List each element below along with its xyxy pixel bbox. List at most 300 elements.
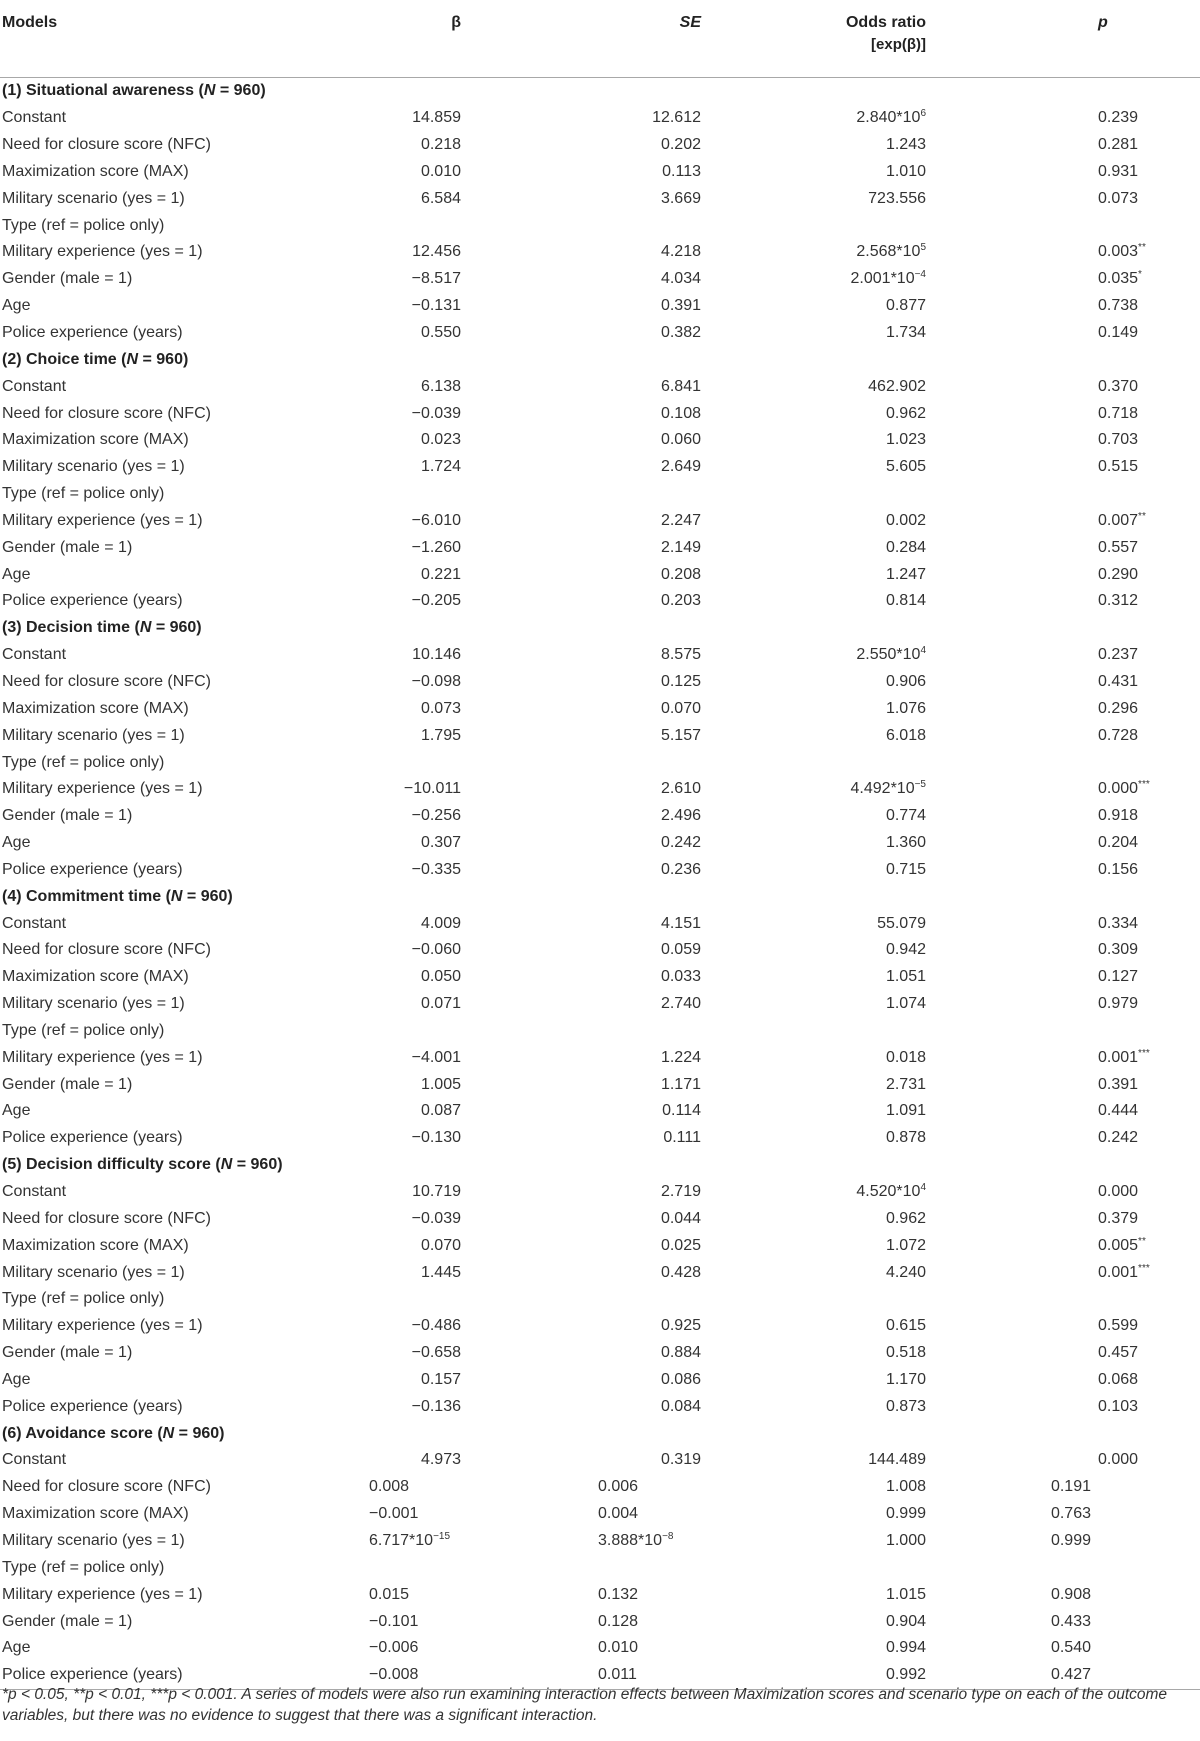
section-n-value: = 960) [232,1156,283,1174]
p-value-wrap [1098,190,1138,207]
row-label: Maximization score (MAX) [2,968,189,986]
se-cell [461,1286,701,1313]
row-label: Need for closure score (NFC) [2,941,211,959]
odds-ratio-cell [701,1393,926,1420]
beta-cell [324,991,461,1018]
odds-ratio-cell [701,508,926,535]
p-value-cell [926,991,1200,1018]
se-cell [461,1313,701,1340]
se-value: 12.612 [652,109,701,127]
odds-ratio-value: 1.023 [885,431,926,449]
beta-value: −0.486 [411,1317,461,1335]
beta-cell [324,642,461,669]
p-value-wrap [1098,1183,1138,1200]
odds-ratio-cell [701,400,926,427]
p-value-cell [926,1608,1200,1635]
se-cell [461,212,701,239]
p-value-wrap [1098,458,1138,475]
section-title-text: (6) Avoidance score ( [2,1424,163,1442]
p-value: 0.444 [1098,1102,1139,1120]
se-value: 0.084 [660,1397,701,1415]
row-label: Age [2,297,31,315]
odds-ratio-value: 0.994 [885,1639,926,1657]
beta-cell [324,1232,461,1259]
odds-ratio-value: 1.247 [885,565,926,583]
odds-ratio-cell [701,722,926,749]
p-value: 0.191 [1050,1478,1091,1496]
p-value-wrap [1098,834,1138,851]
se-value: 0.132 [598,1585,639,1603]
odds-ratio-value: 4.240 [885,1263,926,1281]
table-row [0,481,1200,508]
se-cell [461,534,701,561]
p-value-wrap [1098,1371,1138,1388]
se-cell [461,1340,701,1367]
odds-ratio-cell [701,1581,926,1608]
beta-value: 4.973 [420,1451,461,1469]
row-label: Gender (male = 1) [2,1612,133,1630]
section-n-label: N [170,887,183,905]
table-row [0,320,1200,347]
odds-ratio-value: 0.518 [885,1344,926,1362]
se-cell [461,1393,701,1420]
row-label: Maximization score (MAX) [2,162,189,180]
p-value-wrap [1098,431,1138,448]
odds-ratio-cell [701,1635,926,1662]
row-label: Gender (male = 1) [2,270,133,288]
odds-ratio-cell [701,669,926,696]
table-row [0,1367,1200,1394]
p-value-wrap [926,1638,1091,1658]
beta-value: 0.015 [369,1585,410,1603]
odds-ratio-cell [701,481,926,508]
odds-ratio-value: 1.010 [885,162,926,180]
p-value-cell [926,400,1200,427]
odds-ratio-value: 6.018 [885,726,926,744]
p-value: 0.156 [1098,860,1139,878]
p-value-wrap [1098,1049,1150,1066]
row-label: Maximization score (MAX) [2,431,189,449]
odds-ratio-cell [701,776,926,803]
p-value-cell [926,1581,1200,1608]
odds-ratio-cell [701,991,926,1018]
beta-cell [324,910,461,937]
se-cell [461,266,701,293]
se-value: 0.070 [660,699,701,717]
odds-ratio-value: 1.051 [885,968,926,986]
p-value: 0.763 [1050,1505,1091,1523]
odds-ratio-value: 0.962 [885,404,926,422]
se-cell [461,293,701,320]
se-value: 4.218 [660,243,701,261]
se-cell [461,1018,701,1045]
beta-cell [324,1098,461,1125]
odds-ratio-value: 0.002 [885,511,926,529]
se-cell [461,159,701,186]
odds-ratio-value: 4.492*10 [850,780,915,798]
odds-ratio-value: 0.018 [885,1048,926,1066]
odds-ratio-cell [701,132,926,159]
beta-value: 0.157 [420,1370,461,1388]
se-cell [461,1367,701,1394]
odds-ratio-cell [701,910,926,937]
beta-cell [324,1340,461,1367]
p-value: 0.557 [1098,538,1139,556]
row-label: Type (ref = police only) [2,1021,165,1039]
se-cell [461,185,701,212]
p-value-cell [926,1367,1200,1394]
odds-ratio-value: 0.904 [885,1612,926,1630]
odds-ratio-cell [701,1205,926,1232]
beta-value: −0.131 [411,297,461,315]
se-value: 4.034 [660,270,701,288]
p-value-wrap [1098,995,1138,1012]
beta-cell [324,1205,461,1232]
p-value-cell [926,320,1200,347]
odds-ratio-cell [701,534,926,561]
odds-ratio-value: 2.550*10 [856,646,921,664]
section-title-text: (3) Decision time ( [2,619,140,637]
beta-value: 6.717*10 [369,1531,434,1549]
row-label: Police experience (years) [2,860,183,878]
se-value: 2.149 [660,538,701,556]
p-value: 0.290 [1098,565,1139,583]
significance-stars: *** [1138,1262,1150,1274]
beta-cell [324,1313,461,1340]
row-label: Need for closure score (NFC) [2,404,211,422]
p-value-cell [926,373,1200,400]
table-row [0,293,1200,320]
p-value: 0.457 [1098,1344,1139,1362]
p-value-wrap [1098,512,1146,529]
header-odds-ratio-label: Odds ratio [845,14,926,31]
p-value: 0.379 [1098,1209,1139,1227]
p-value-wrap [1098,109,1138,126]
odds-ratio-cell [701,373,926,400]
odds-ratio-cell [701,185,926,212]
table-row [0,1125,1200,1152]
se-value: 0.925 [660,1317,701,1335]
row-label: Gender (male = 1) [2,807,133,825]
table-row [0,1098,1200,1125]
p-value-wrap [1098,968,1138,985]
row-label: Police experience (years) [2,592,183,610]
row-label: Constant [2,109,67,127]
row-label: Type (ref = police only) [2,1290,165,1308]
beta-cell [324,695,461,722]
beta-cell [324,400,461,427]
se-value: 2.610 [660,780,701,798]
row-label: Age [2,834,31,852]
beta-value: 0.221 [420,565,461,583]
beta-value: 6.584 [420,189,461,207]
p-value-cell [926,427,1200,454]
beta-value: −0.130 [411,1129,461,1147]
p-value: 0.334 [1098,914,1139,932]
odds-ratio-cell [701,1232,926,1259]
p-value: 0.391 [1098,1075,1139,1093]
row-label: Maximization score (MAX) [2,699,189,717]
odds-ratio-value: 462.902 [868,377,926,395]
odds-ratio-value: 0.942 [885,941,926,959]
se-value: 4.151 [660,914,701,932]
header-p: p [926,0,1200,78]
odds-ratio-cell [701,1125,926,1152]
se-cell [461,1071,701,1098]
se-value: 0.428 [660,1263,701,1281]
beta-cell [324,964,461,991]
se-value: 0.128 [598,1612,639,1630]
se-cell [461,776,701,803]
p-value-wrap [1098,270,1142,287]
table-row [0,910,1200,937]
odds-ratio-value: 1.000 [885,1531,926,1549]
p-value-wrap [1098,1344,1138,1361]
p-value-cell [926,964,1200,991]
beta-value: −0.001 [369,1505,419,1523]
se-cell [461,669,701,696]
se-cell [461,239,701,266]
row-label: Gender (male = 1) [2,1075,133,1093]
significance-stars: *** [1138,1047,1150,1059]
p-value-cell [926,1071,1200,1098]
table-row [0,1528,1200,1555]
p-value: 0.068 [1098,1370,1139,1388]
odds-ratio-cell [701,1286,926,1313]
section-title-text: (4) Commitment time ( [2,887,171,905]
se-value: 2.247 [660,511,701,529]
p-value-wrap [1098,807,1138,824]
odds-ratio-value: 0.715 [885,860,926,878]
table-row [0,132,1200,159]
p-value-cell [926,212,1200,239]
p-value-cell [926,1018,1200,1045]
p-value-wrap [1098,1237,1146,1254]
se-value: 0.391 [660,297,701,315]
table-row [0,1179,1200,1206]
p-value-cell [926,1205,1200,1232]
p-value-wrap [1098,1210,1138,1227]
p-value-cell [926,1393,1200,1420]
se-cell [461,105,701,132]
se-cell [461,1125,701,1152]
row-label: Military experience (yes = 1) [2,1317,203,1335]
odds-ratio-cell [701,105,926,132]
row-label: Military scenario (yes = 1) [2,1531,185,1549]
p-value-wrap [1098,1129,1138,1146]
p-value-cell [926,239,1200,266]
header-beta: β [324,0,461,78]
beta-value: 12.456 [412,243,461,261]
section-header-row [0,615,1200,642]
p-value: 0.073 [1098,189,1139,207]
odds-ratio-value: 1.074 [885,995,926,1013]
table-row [0,1581,1200,1608]
beta-value: −0.039 [411,1209,461,1227]
se-exponent: −8 [662,1530,674,1542]
section-n-value: = 960) [174,1424,225,1442]
section-n-label: N [139,619,152,637]
se-value: 8.575 [660,646,701,664]
odds-ratio-value: 723.556 [868,189,926,207]
odds-ratio-value: 4.520*10 [856,1183,921,1201]
row-label: Constant [2,1451,67,1469]
se-value: 0.884 [660,1344,701,1362]
p-value-wrap [1098,297,1138,314]
table-row [0,749,1200,776]
row-label: Police experience (years) [0,1662,324,1689]
p-value: 0.127 [1098,968,1139,986]
p-value-wrap [1098,539,1138,556]
p-value-cell [926,910,1200,937]
se-cell [461,1581,701,1608]
odds-ratio-cell [701,588,926,615]
table-row [0,588,1200,615]
p-value-cell [926,642,1200,669]
se-value: 6.841 [660,377,701,395]
beta-value: −0.256 [411,807,461,825]
p-value-wrap [1098,780,1150,797]
odds-ratio-exponent: 6 [920,108,926,120]
se-value: 2.719 [660,1183,701,1201]
beta-cell [324,749,461,776]
beta-value: −0.060 [411,941,461,959]
table-row [0,1608,1200,1635]
header-models: Models [0,0,324,78]
beta-cell [324,561,461,588]
table-row [0,1554,1200,1581]
odds-ratio-cell [701,239,926,266]
beta-value: −0.098 [411,672,461,690]
odds-ratio-cell [701,1018,926,1045]
table-row [0,1232,1200,1259]
se-value: 3.888*10 [598,1531,663,1549]
section-n-value: = 960) [138,350,189,368]
p-value-cell [926,534,1200,561]
p-value: 0.035 [1098,270,1139,288]
p-value: 0.237 [1098,646,1139,664]
beta-cell [324,669,461,696]
row-label: Military experience (yes = 1) [2,511,203,529]
beta-cell [324,1635,461,1662]
odds-ratio-value: 0.877 [885,297,926,315]
p-value: 0.309 [1098,941,1139,959]
beta-value: −0.658 [411,1344,461,1362]
odds-ratio-value: 1.734 [885,324,926,342]
p-value-wrap [926,1504,1091,1524]
odds-ratio-cell [701,1071,926,1098]
odds-ratio-cell [701,1501,926,1528]
beta-value: −1.260 [411,538,461,556]
se-value: 0.086 [660,1370,701,1388]
p-value: 0.296 [1098,699,1139,717]
p-value-cell [926,1528,1200,1555]
se-cell [461,991,701,1018]
row-label: Age [2,1639,31,1657]
table-row [0,1205,1200,1232]
p-value-wrap [1098,592,1138,609]
beta-cell [324,1125,461,1152]
row-label: Need for closure score (NFC) [2,1209,211,1227]
p-value-cell [926,132,1200,159]
se-value: 0.011 [598,1666,637,1684]
odds-ratio-cell [701,1044,926,1071]
p-value: 0.718 [1098,404,1139,422]
section-title [0,615,1200,642]
p-value-wrap [1098,405,1138,422]
odds-ratio-cell [701,1447,926,1474]
odds-ratio-cell [701,1098,926,1125]
row-label: Military scenario (yes = 1) [2,458,185,476]
se-cell [461,1205,701,1232]
p-value-wrap [1098,378,1138,395]
p-value-cell [926,1098,1200,1125]
p-value: 0.979 [1098,995,1139,1013]
p-value: 0.003 [1098,243,1139,261]
section-title [0,1420,1200,1447]
beta-value: −0.006 [369,1639,419,1657]
se-cell [461,1259,701,1286]
p-value-cell [926,830,1200,857]
table-row [0,400,1200,427]
table-row [0,239,1200,266]
p-value: 0.931 [1098,162,1139,180]
p-value-wrap [1098,646,1138,663]
odds-ratio-value: 55.079 [877,914,926,932]
odds-ratio-cell [701,695,926,722]
section-header-row [0,1152,1200,1179]
p-value-wrap [1098,727,1138,744]
beta-cell [324,830,461,857]
se-cell [461,1447,701,1474]
odds-ratio-value: 0.962 [885,1209,926,1227]
p-value-wrap [1098,566,1138,583]
row-label: Constant [2,646,67,664]
beta-value: −0.101 [369,1612,419,1630]
p-value-cell [926,1474,1200,1501]
p-value-cell [926,1044,1200,1071]
beta-cell [324,481,461,508]
section-header-row [0,883,1200,910]
p-value-cell [926,669,1200,696]
beta-value: −4.001 [411,1048,461,1066]
header-odds-ratio-sub: [exp(β)] [871,36,926,53]
beta-value: −0.008 [369,1666,419,1684]
table-body [0,78,1200,1690]
beta-value: 0.218 [420,136,461,154]
table-row [0,642,1200,669]
row-label: Need for closure score (NFC) [2,1478,211,1496]
odds-ratio-value: 5.605 [885,458,926,476]
odds-ratio-cell [701,293,926,320]
section-header-row [0,1420,1200,1447]
p-value-wrap [1098,1451,1138,1468]
table-row [0,1474,1200,1501]
odds-ratio-cell [701,964,926,991]
beta-value: −6.010 [411,511,461,529]
row-label: Military scenario (yes = 1) [2,995,185,1013]
odds-ratio-cell [701,159,926,186]
odds-ratio-exponent: 5 [920,242,926,254]
significance-stars: * [1138,269,1142,281]
p-value: 0.433 [1050,1612,1091,1630]
beta-cell [324,132,461,159]
beta-cell [324,266,461,293]
table-row [0,830,1200,857]
se-value: 0.010 [598,1639,639,1657]
odds-ratio-exponent: −4 [914,269,926,281]
beta-value: 1.005 [420,1075,461,1093]
